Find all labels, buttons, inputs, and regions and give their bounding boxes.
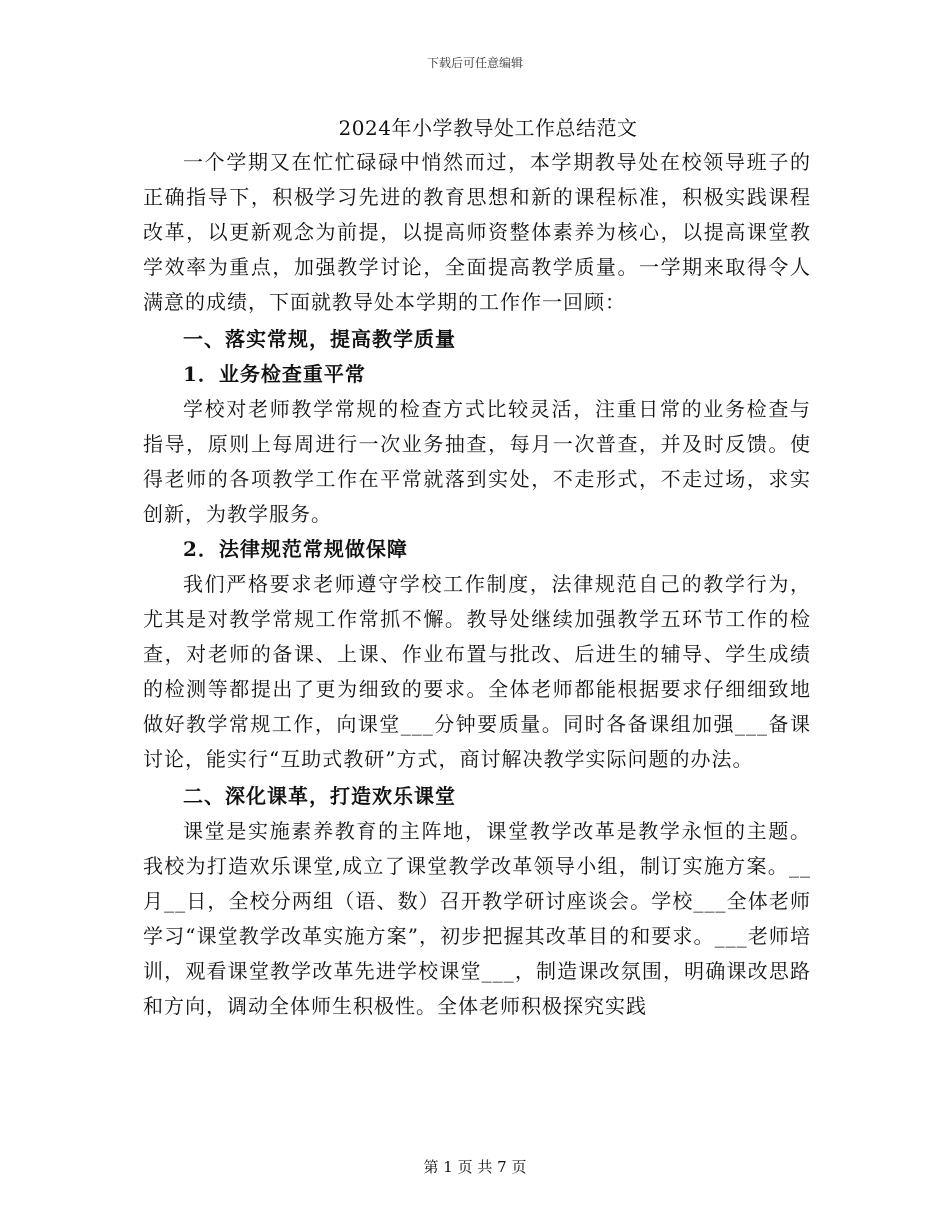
section-heading-1: 一、落实常规，提高教学质量 [183, 327, 456, 351]
subsection-paragraph-2: 我们严格要求老师遵守学校工作制度，法律规范自己的教学行为，尤其是对教学常规工作常抓不懈。教导处继续加强教学五环节工作的检查，对老师的备课、上课、作业布置与批改、后进生的辅导、学生成绩的检测等都提出了更为细致的要求。全体老师都能根据要求仔细细致地做好教学常规工作，向课堂___分钟要质量。同时各备课组加强___备课讨论，能实行“互助式教研”方式，商讨解决教学实际问题的办法。 [143, 572, 811, 771]
subsection-heading-1: 1．业务检查重平常 [183, 362, 366, 386]
document-body [143, 113, 811, 1024]
header-note: 下载后可任意编辑 [426, 56, 523, 70]
subsection-heading-2: 2．法律规范常规做保障 [183, 537, 408, 561]
page-number: 第 1 页 共 7 页 [423, 1158, 527, 1176]
section-heading-2: 二、深化课革，打造欢乐课堂 [183, 784, 456, 808]
section-paragraph-2: 课堂是实施素养教育的主阵地，课堂教学改革是教学永恒的主题。我校为打造欢乐课堂,成立了课堂教学改革领导小组，制订实施方案。__月__日，全校分两组（语、数）召开教学研讨座谈会。学校___全体老师学习“课堂教学改革实施方案”，初步把握其改革目的和要求。___老师培训，观看课堂教学改革先进学校课堂___，制造课改氛围，明确课改思路和方向，调动全体师生积极性。全体老师积极探究实践 [143, 819, 811, 1018]
subsection-paragraph-1: 学校对老师教学常规的检查方式比较灵活，注重日常的业务检查与指导，原则上每周进行一次业务抽查，每月一次普查，并及时反馈。使得老师的各项教学工作在平常就落到实处，不走形式，不走过场，求实创新，为教学服务。 [143, 397, 811, 526]
document-title: 2024年小学教导处工作总结范文 [338, 116, 638, 140]
intro-paragraph: 一个学期又在忙忙碌碌中悄然而过，本学期教导处在校领导班子的正确指导下，积极学习先进的教育思想和新的课程标准，积极实践课程改革，以更新观念为前提，以提高师资整体素养为核心，以提高课堂教学效率为重点，加强教学讨论，全面提高教学质量。一学期来取得令人满意的成绩，下面就教导处本学期的工作作一回顾： [143, 150, 811, 314]
